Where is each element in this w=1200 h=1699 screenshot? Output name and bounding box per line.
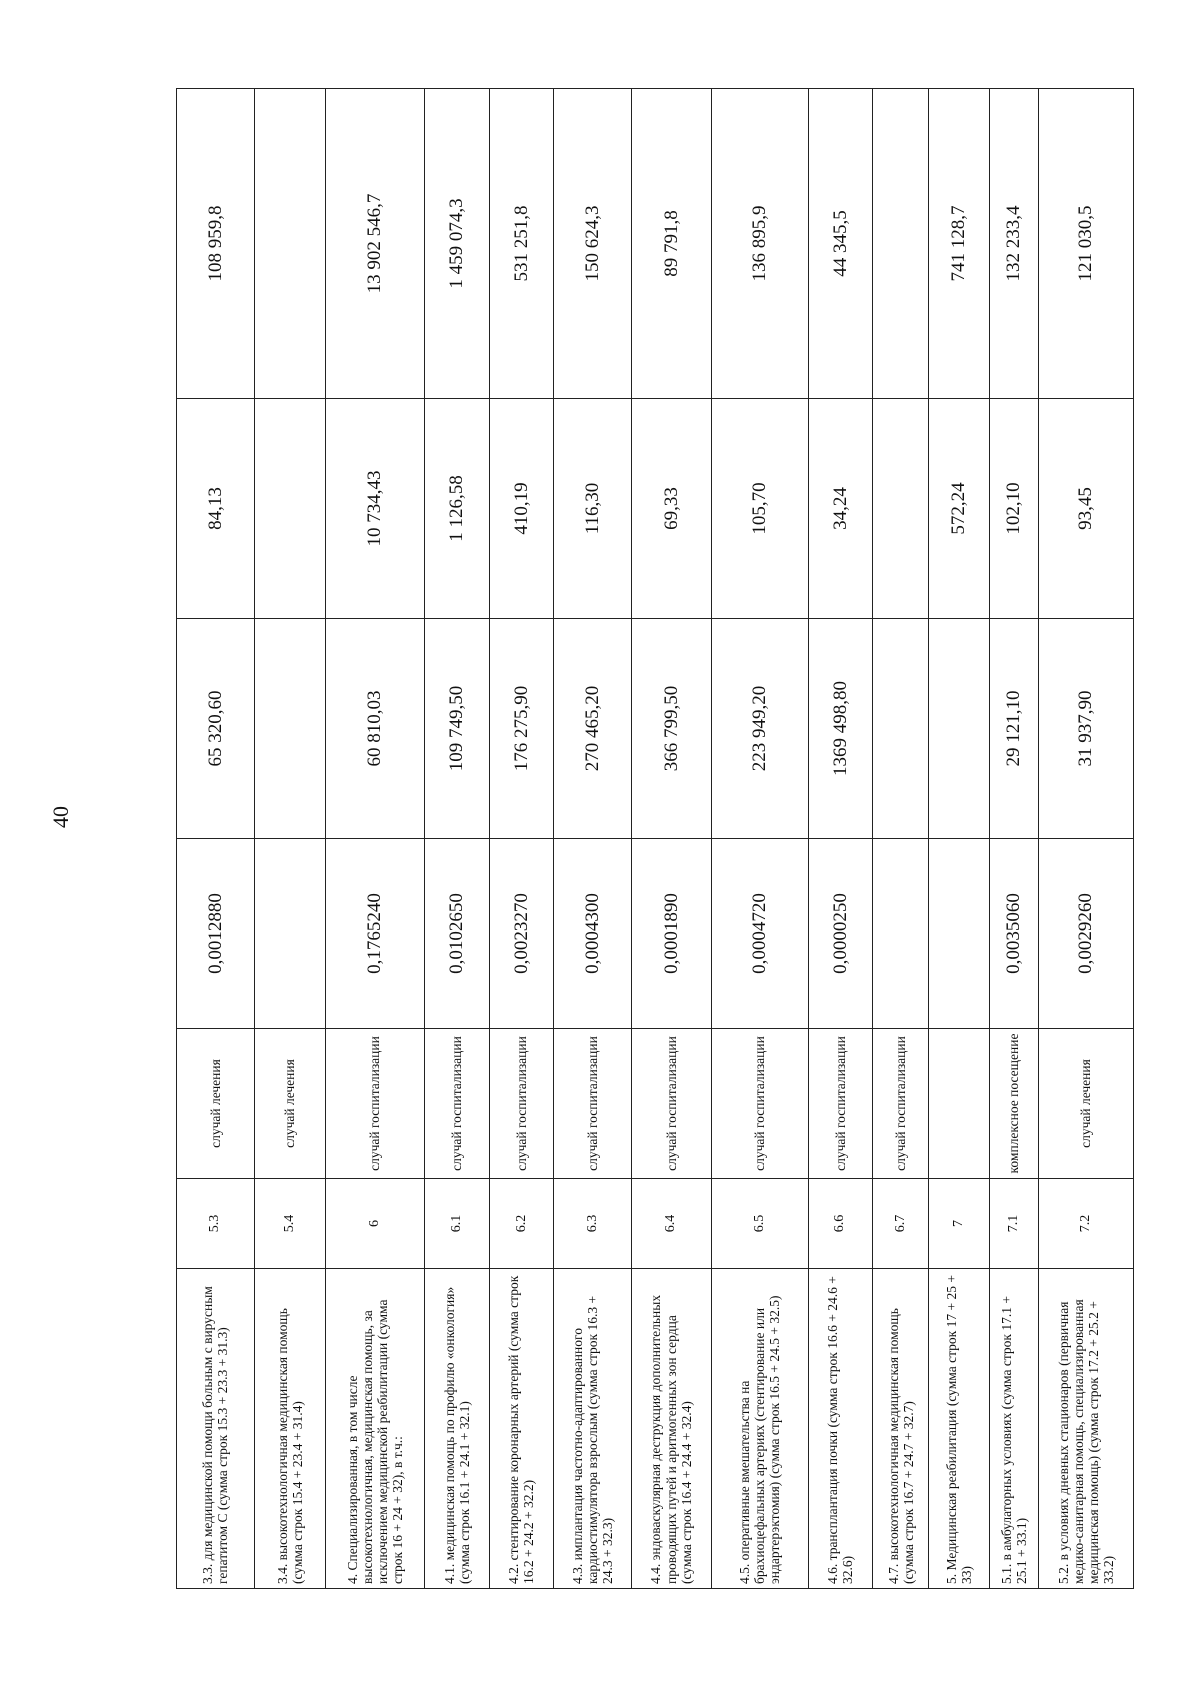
row-value-2-cell: 223 949,20 xyxy=(711,619,808,839)
row-value-3-cell: 116,30 xyxy=(554,399,632,619)
table-row xyxy=(929,89,989,1589)
row-unit-cell: случай госпитализации xyxy=(808,1029,873,1179)
row-value-1-cell: 0,0004300 xyxy=(554,839,632,1029)
row-value-1-cell xyxy=(254,839,325,1029)
row-unit-cell: случай лечения xyxy=(1039,1029,1134,1179)
row-value-1-cell: 0,1765240 xyxy=(325,839,424,1029)
row-value-3-cell: 93,45 xyxy=(1039,399,1134,619)
rotated-table-wrapper xyxy=(176,89,1134,1589)
row-code-cell: 5.4 xyxy=(254,1179,325,1269)
row-unit-cell: случай госпитализации xyxy=(424,1029,489,1179)
row-name-cell: 3.4. высокотехнологичная медицинская помощь (сумма строк 15.4 + 23.4 + 31.4) xyxy=(254,1269,325,1589)
row-value-2-cell: 60 810,03 xyxy=(325,619,424,839)
row-name-cell: 5.2. в условиях дневных стационаров (первичная медико-санитарная помощь, специализированная медицинская помощь) (сумма строк 17.2 + 25.2 + 33.2) xyxy=(1039,1269,1134,1589)
row-unit-cell: случай госпитализации xyxy=(711,1029,808,1179)
row-value-4-cell: 1 459 074,3 xyxy=(424,89,489,399)
row-value-3-cell xyxy=(873,399,929,619)
row-value-2-cell: 270 465,20 xyxy=(554,619,632,839)
row-code-cell: 6.7 xyxy=(873,1179,929,1269)
row-name-cell: 4.1. медицинская помощь по профилю «онкология» (сумма строк 16.1 + 24.1 + 32.1) xyxy=(424,1269,489,1589)
row-unit-cell xyxy=(929,1029,989,1179)
row-value-2-cell: 109 749,50 xyxy=(424,619,489,839)
table-row xyxy=(873,89,929,1589)
row-value-1-cell xyxy=(873,839,929,1029)
table-row xyxy=(711,89,808,1589)
row-code-cell: 6.6 xyxy=(808,1179,873,1269)
row-value-3-cell xyxy=(254,399,325,619)
row-value-1-cell: 0,0029260 xyxy=(1039,839,1134,1029)
row-value-4-cell: 108 959,8 xyxy=(177,89,255,399)
row-unit-cell: случай лечения xyxy=(177,1029,255,1179)
row-code-cell: 5.3 xyxy=(177,1179,255,1269)
row-name-cell: 4. Специализированная, в том числе высокотехнологичная, медицинская помощь, за исключением медицинской реабилитации (сумма строк 16 + 24 + 32), в т.ч.: xyxy=(325,1269,424,1589)
row-code-cell: 6 xyxy=(325,1179,424,1269)
row-code-cell: 7.2 xyxy=(1039,1179,1134,1269)
row-value-3-cell: 105,70 xyxy=(711,399,808,619)
row-value-4-cell xyxy=(254,89,325,399)
row-value-4-cell: 531 251,8 xyxy=(489,89,554,399)
row-code-cell: 7.1 xyxy=(989,1179,1039,1269)
row-value-3-cell: 102,10 xyxy=(989,399,1039,619)
table-row xyxy=(489,89,554,1589)
table-body xyxy=(177,89,1134,1589)
row-value-2-cell xyxy=(929,619,989,839)
table-row xyxy=(424,89,489,1589)
row-name-cell: 5.1. в амбулаторных условиях (сумма строк 17.1 + 25.1 + 33.1) xyxy=(989,1269,1039,1589)
table-row xyxy=(554,89,632,1589)
row-value-1-cell: 0,0102650 xyxy=(424,839,489,1029)
row-value-1-cell: 0,0023270 xyxy=(489,839,554,1029)
row-name-cell: 4.5. оперативные вмешательства на брахиоцефальных артериях (стентирование или эндартерэктомия) (сумма строк 16.5 + 24.5 + 32.5) xyxy=(711,1269,808,1589)
row-value-2-cell: 65 320,60 xyxy=(177,619,255,839)
row-value-4-cell xyxy=(873,89,929,399)
row-name-cell: 4.4. эндоваскулярная деструкция дополнительных проводящих путей и аритмогенных зон сердца (сумма строк 16.4 + 24.4 + 32.4) xyxy=(631,1269,711,1589)
row-value-4-cell: 121 030,5 xyxy=(1039,89,1134,399)
row-name-cell: 4.6. трансплантация почки (сумма строк 16.6 + 24.6 + 32.6) xyxy=(808,1269,873,1589)
row-value-4-cell: 13 902 546,7 xyxy=(325,89,424,399)
row-value-3-cell: 10 734,43 xyxy=(325,399,424,619)
row-value-2-cell: 1369 498,80 xyxy=(808,619,873,839)
row-value-3-cell: 410,19 xyxy=(489,399,554,619)
row-value-4-cell: 136 895,9 xyxy=(711,89,808,399)
row-value-2-cell: 176 275,90 xyxy=(489,619,554,839)
row-value-4-cell: 741 128,7 xyxy=(929,89,989,399)
row-code-cell: 6.3 xyxy=(554,1179,632,1269)
row-value-3-cell: 34,24 xyxy=(808,399,873,619)
table-row xyxy=(631,89,711,1589)
row-value-2-cell: 29 121,10 xyxy=(989,619,1039,839)
row-value-3-cell: 572,24 xyxy=(929,399,989,619)
row-value-3-cell: 84,13 xyxy=(177,399,255,619)
table-row xyxy=(1039,89,1134,1589)
row-code-cell: 6.2 xyxy=(489,1179,554,1269)
row-value-2-cell xyxy=(254,619,325,839)
row-value-1-cell: 0,0012880 xyxy=(177,839,255,1029)
row-unit-cell: случай госпитализации xyxy=(554,1029,632,1179)
table-row xyxy=(177,89,255,1589)
row-value-2-cell xyxy=(873,619,929,839)
row-name-cell: 4.3. имплантация частотно-адаптированного кардиостимулятора взрослым (сумма строк 16.3 + 24.3 + 32.3) xyxy=(554,1269,632,1589)
row-value-4-cell: 44 345,5 xyxy=(808,89,873,399)
row-unit-cell: случай госпитализации xyxy=(325,1029,424,1179)
row-value-3-cell: 1 126,58 xyxy=(424,399,489,619)
data-table xyxy=(176,88,1134,1589)
table-row xyxy=(808,89,873,1589)
row-value-4-cell: 132 233,4 xyxy=(989,89,1039,399)
row-value-1-cell xyxy=(929,839,989,1029)
row-unit-cell: случай лечения xyxy=(254,1029,325,1179)
row-unit-cell: комплексное посещение xyxy=(989,1029,1039,1179)
row-name-cell: 3.3. для медицинской помощи больным с вирусным гепатитом С (сумма строк 15.3 + 23.3 + 31.3) xyxy=(177,1269,255,1589)
row-unit-cell: случай госпитализации xyxy=(873,1029,929,1179)
row-value-3-cell: 69,33 xyxy=(631,399,711,619)
row-code-cell: 6.1 xyxy=(424,1179,489,1269)
row-value-4-cell: 89 791,8 xyxy=(631,89,711,399)
row-value-1-cell: 0,0000250 xyxy=(808,839,873,1029)
row-unit-cell: случай госпитализации xyxy=(489,1029,554,1179)
row-code-cell: 6.5 xyxy=(711,1179,808,1269)
row-value-1-cell: 0,0001890 xyxy=(631,839,711,1029)
row-code-cell: 6.4 xyxy=(631,1179,711,1269)
row-name-cell: 5. Медицинская реабилитация (сумма строк 17 + 25 + 33) xyxy=(929,1269,989,1589)
table-row xyxy=(989,89,1039,1589)
row-code-cell: 7 xyxy=(929,1179,989,1269)
page-number: 40 xyxy=(48,806,73,828)
table-row xyxy=(325,89,424,1589)
row-value-4-cell: 150 624,3 xyxy=(554,89,632,399)
row-name-cell: 4.7. высокотехнологичная медицинская помощь (сумма строк 16.7 + 24.7 + 32.7) xyxy=(873,1269,929,1589)
row-value-2-cell: 31 937,90 xyxy=(1039,619,1134,839)
row-value-1-cell: 0,0035060 xyxy=(989,839,1039,1029)
table-row xyxy=(254,89,325,1589)
row-name-cell: 4.2. стентирование коронарных артерий (сумма строк 16.2 + 24.2 + 32.2) xyxy=(489,1269,554,1589)
row-value-1-cell: 0,0004720 xyxy=(711,839,808,1029)
row-unit-cell: случай госпитализации xyxy=(631,1029,711,1179)
row-value-2-cell: 366 799,50 xyxy=(631,619,711,839)
